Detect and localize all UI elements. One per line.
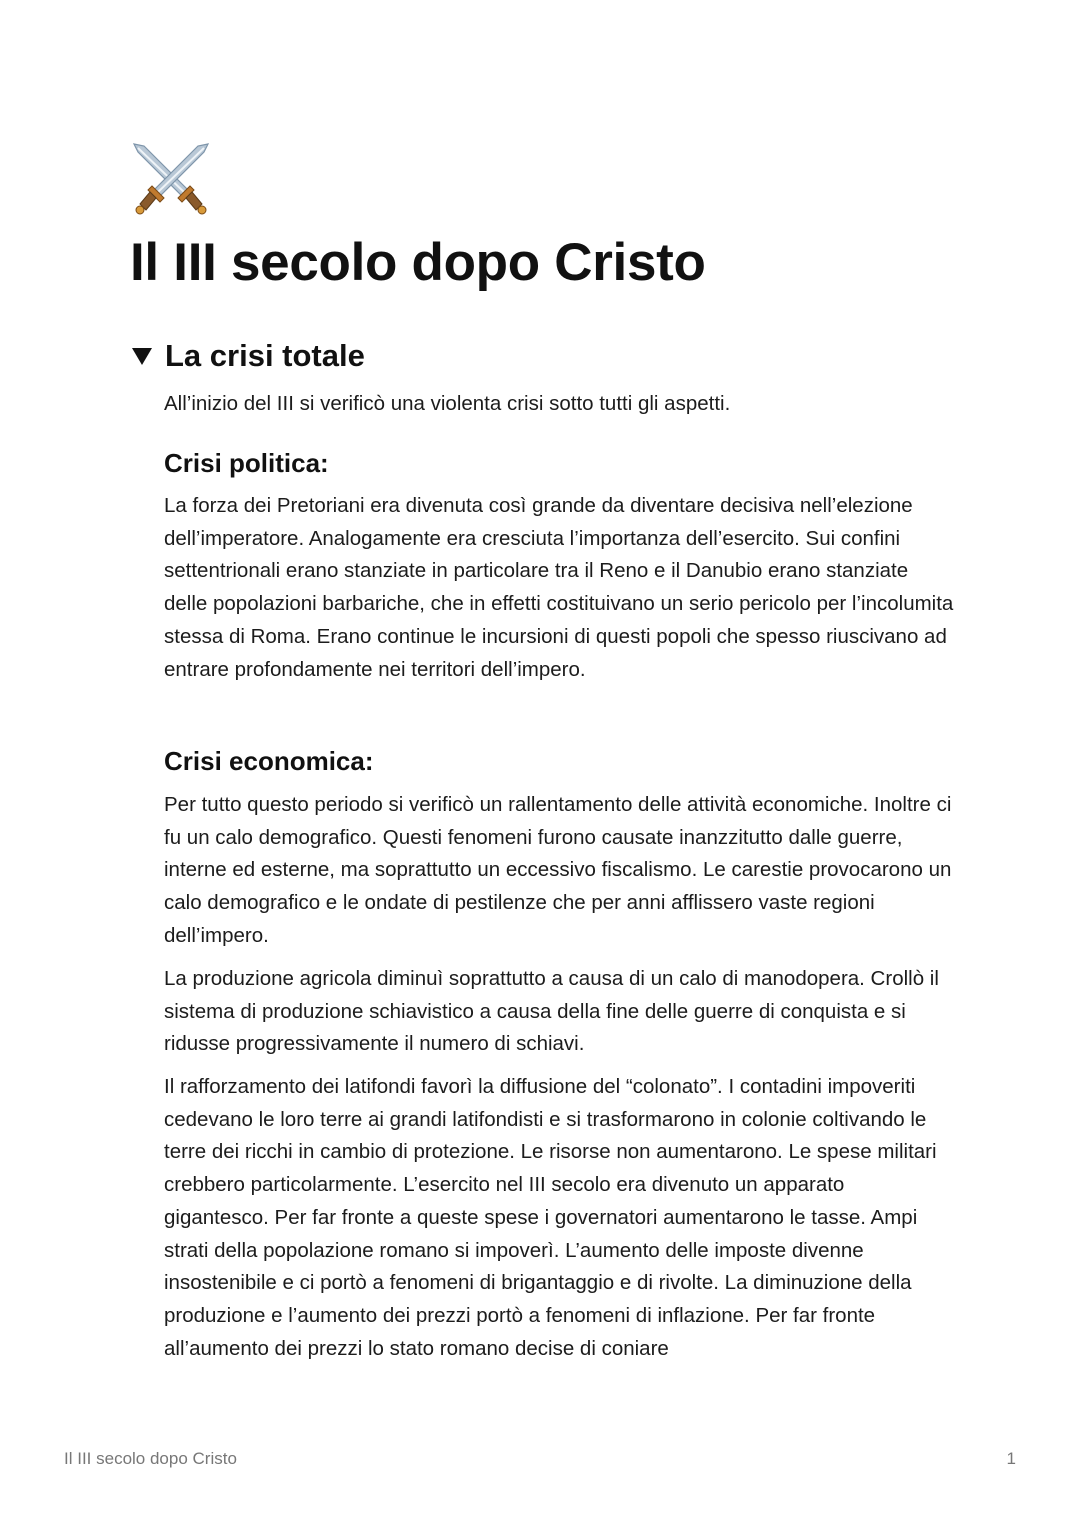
toggle-content — [164, 388, 954, 1360]
section-heading-crisi-politica: Crisi politica: — [164, 448, 329, 478]
paragraph: Il rafforzamento dei latifondi favorì la diffusione del “colonato”. I contadini impoveriti cedevano le loro terre ai grandi latifondisti e si trasformarono in colonie coltivando le terre dei ricchi in cambio di protezione. Le risorse non aumentarono. Le spese militari crebbero particolarmente. L’esercito nel III secolo era divenuto un apparato gigantesco. Per far fronte a queste spese i governatori aumentarono le tasse. Ampi strati della popolazione romano si impoverì. L’aumento delle imposte divenne insostenibile e ci portò a fenomeni di brigantaggio e di rivolte. La diminuzione della produzione e l’aumento dei prezzi portò a fenomeni di inflazione. Per far fronte all’aumento dei prezzi lo stato romano decise di coniare — [164, 1075, 937, 1360]
toggle-heading: La crisi totale — [165, 338, 365, 373]
paragraph: Per tutto questo periodo si verificò un rallentamento delle attività economiche. Inoltre ci fu un calo demografico. Questi fenomeni furono causate inanzzitutto dalle guerre, interne ed esterne, ma soprattutto un eccessivo fiscalismo. Le carestie provocarono un calo demografico e le ondate di pestilenze che per anni afflissero vaste regioni dell’impero. — [164, 793, 952, 947]
paragraph: La forza dei Pretoriani era divenuta così grande da diventare decisiva nell’elezione dell’imperatore. Analogamente era cresciuta l’importanza dell’esercito. Sui confini settentrionali erano stanziate in particolare tra il Reno e il Danubio erano stanziate delle popolazioni barbariche, che in effetti costituivano un serio pericolo per l’incolumita stessa di Roma. Erano continue le incursioni di questi popoli che spesso riuscivano ad entrare profondamente nei territori dell’impero. — [164, 494, 954, 681]
section-heading-crisi-economica: Crisi economica: — [164, 746, 374, 776]
paragraph: La produzione agricola diminuì soprattutto a causa di un calo di manodopera. Crollò il sistema di produzione schiavistico a causa della fine delle guerre di conquista e si ridusse progressivamente il numero di schiavi. — [164, 967, 939, 1056]
footer-title: Il III secolo dopo Cristo — [64, 1449, 237, 1468]
toggle-section-la-crisi-totale[interactable] — [131, 338, 365, 374]
crossed-swords-icon — [130, 140, 212, 218]
intro-paragraph: All’inizio del III si verificò una violenta crisi sotto tutti gli aspetti. — [164, 392, 731, 415]
triangle-down-icon[interactable] — [131, 345, 153, 367]
page-number: 1 — [1006, 1449, 1016, 1468]
page-title: Il III secolo dopo Cristo — [130, 233, 706, 292]
